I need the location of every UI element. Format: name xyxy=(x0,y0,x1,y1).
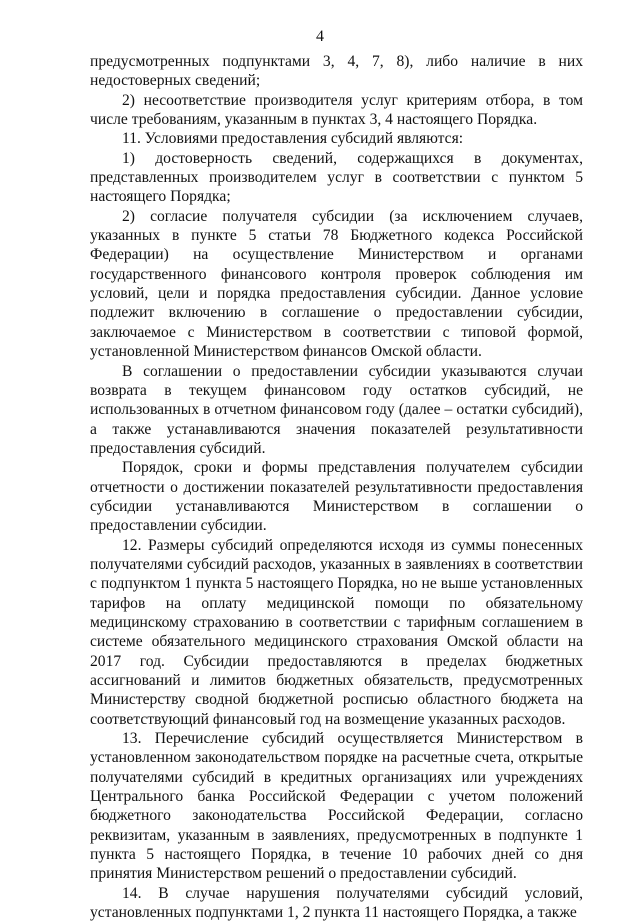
paragraph-13-transfer: 13. Перечисление субсидий осуществляется Министерством в установленном законодательством порядке на расчетные счета, открытые получателями субсидий в кредитных организациях или учреждениях Центрального банка Российской Федерации с учетом положений бюджетного законодательства Российской Федерации, согласно реквизитам, указанным в заявлениях, предусмотренных в подпункте 1 пункта 5 настоящего Порядка, в течение 10 рабочих дней со дня принятия Министерством решений о предоставлении субсидий. xyxy=(90,730,583,883)
paragraph-11-heading: 11. Условиями предоставления субсидий являются: xyxy=(122,130,464,148)
paragraph-14-violation: 14. В случае нарушения получателями субсидий условий, установленных подпунктами 1, 2 пункта 11 настоящего Порядка, а также xyxy=(90,884,583,922)
paragraph-reporting-procedure: Порядок, сроки и формы представления получателем субсидии отчетности о достижении показателей результативности предоставления субсидии устанавливаются Министерством в соглашении о предоставлении субсидии. xyxy=(90,459,583,535)
paragraph-agreement-cases: В соглашении о предоставлении субсидии указываются случаи возврата в текущем финансовом году остатков субсидий, не использованных в отчетном финансовом году (далее – остатки субсидий), а также устанавливаются значения показателей результативности предоставления субсидий. xyxy=(90,362,583,457)
page-number: 4 xyxy=(316,28,324,45)
paragraph-11-item-1: 1) достоверность сведений, содержащихся в документах, представленных производителем услуг в соответствии с пунктом 5 настоящего Порядка; xyxy=(90,149,583,206)
paragraph-12-subsidy-size: 12. Размеры субсидий определяются исходя из суммы понесенных получателями субсидий расходов, указанных в заявлениях в соответствии с подпунктом 1 пункта 5 настоящего Порядка, но не выше установленных тарифов на оплату медицинской помощи по обязательному медицинскому страхованию в соответствии с тарифным соглашением в системе обязательного медицинского страхования Омской области на 2017 год. Субсидии предоставляются в пределах бюджетных ассигнований и лимитов бюджетных обязательств, предусмотренных Министерству сводной бюджетной росписью областного бюджета на соответствующий финансовый год на возмещение указанных расходов. xyxy=(90,536,583,728)
paragraph-11-item-2: 2) согласие получателя субсидии (за исключением случаев, указанных в пункте 5 статьи 78 Бюджетного кодекса Российской Федерации) на осуществление Министерством и органами государственного финансового контроля проверок соблюдения им условий, цели и порядка предоставления субсидии. Данное условие подлежит включению в соглашение о предоставлении субсидии, заключаемое с Министерством в соответствии с типовой формой, установленной Министерством финансов Омской области. xyxy=(90,207,583,361)
paragraph-continuation: предусмотренных подпунктами 3, 4, 7, 8), либо наличие в них недостоверных сведений; xyxy=(90,53,583,90)
document-body xyxy=(90,52,583,922)
paragraph-item-2-noncompliance: 2) несоответствие производителя услуг критериям отбора, в том числе требованиям, указанным в пунктах 3, 4 настоящего Порядка. xyxy=(90,91,583,129)
